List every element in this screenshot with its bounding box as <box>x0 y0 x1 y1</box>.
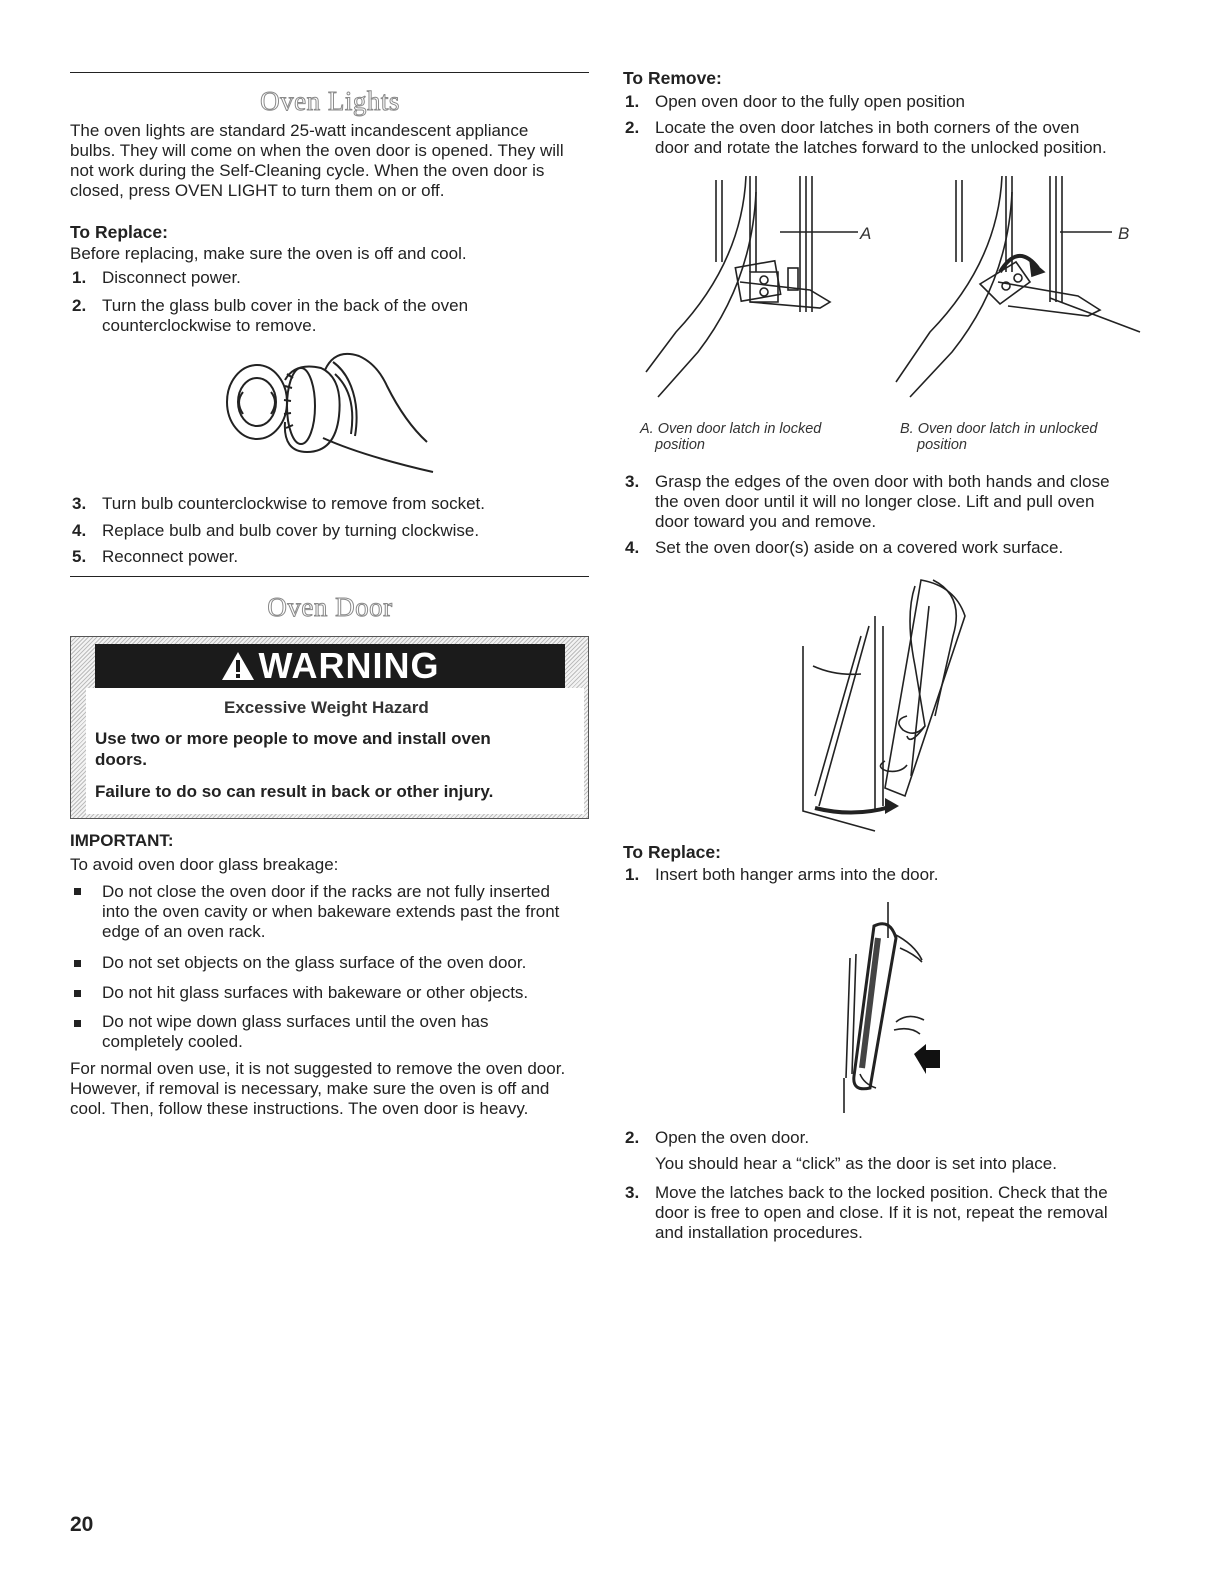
callout-a: A <box>860 224 872 243</box>
latch-unlocked-illustration <box>880 172 1145 407</box>
remove-step-2b: door and rotate the latches forward to the unlocked position. <box>655 138 1107 157</box>
replace-step-3a: Move the latches back to the locked position. Check that the <box>655 1183 1108 1202</box>
replace-step-2a: Open the oven door. <box>655 1128 810 1147</box>
warning-triangle-icon <box>221 650 255 682</box>
remove-step-num-3: 3. <box>625 472 640 491</box>
lights-replace-heading: To Replace: <box>70 222 168 242</box>
square-bullet-icon <box>74 1020 81 1027</box>
replace-step-3c: and installation procedures. <box>655 1223 863 1242</box>
oven-lights-title: Oven Lights <box>260 86 400 116</box>
important-heading: IMPORTANT: <box>70 831 174 850</box>
caption-a-1: A. Oven door latch in locked <box>640 421 822 437</box>
caption-b-2: position <box>917 437 967 453</box>
remove-step-num-1: 1. <box>625 92 640 111</box>
lights-step-num-1: 1. <box>72 268 87 287</box>
lights-step-2a: Turn the glass bulb cover in the back of the oven <box>102 296 469 315</box>
lights-replace-note: Before replacing, make sure the oven is off and cool. <box>70 244 467 263</box>
warning-hazard: Excessive Weight Hazard <box>224 698 429 717</box>
lights-step-num-4: 4. <box>72 521 87 540</box>
hanger-arm-illustration <box>830 898 950 1113</box>
bullet-2: Do not set objects on the glass surface of the oven door. <box>102 953 527 972</box>
closing-3: cool. Then, follow these instructions. The oven door is heavy. <box>70 1099 529 1118</box>
door-removal-illustration <box>765 576 985 831</box>
lights-step-4: Replace bulb and bulb cover by turning clockwise. <box>102 521 480 540</box>
replace-door-heading: To Replace: <box>623 842 721 862</box>
oven-lights-intro-3: not work during the Self-Cleaning cycle. When the oven door is <box>70 161 545 180</box>
oven-lights-intro-2: bulbs. They will come on when the oven door is opened. They will <box>70 141 564 160</box>
bullet-4b: completely cooled. <box>102 1032 243 1051</box>
remove-step-3a: Grasp the edges of the oven door with both hands and close <box>655 472 1110 491</box>
remove-step-num-4: 4. <box>625 538 640 557</box>
latch-locked-illustration <box>640 172 870 407</box>
replace-step-2b: You should hear a “click” as the door is set into place. <box>655 1154 1057 1173</box>
callout-b: B <box>1118 224 1130 243</box>
lights-step-num-2: 2. <box>72 296 87 315</box>
top-rule-left <box>70 72 589 73</box>
square-bullet-icon <box>74 888 81 895</box>
oven-lights-intro-4: closed, press OVEN LIGHT to turn them on or off. <box>70 181 445 200</box>
replace-step-num-1: 1. <box>625 865 640 884</box>
bullet-1c: edge of an oven rack. <box>102 922 266 941</box>
caption-b-1: B. Oven door latch in unlocked <box>900 421 1098 437</box>
closing-2: However, if removal is necessary, make sure the oven is off and <box>70 1079 550 1098</box>
important-intro: To avoid oven door glass breakage: <box>70 855 339 874</box>
replace-step-num-2: 2. <box>625 1128 640 1147</box>
square-bullet-icon <box>74 990 81 997</box>
lights-step-3: Turn bulb counterclockwise to remove from socket. <box>102 494 485 513</box>
remove-step-2a: Locate the oven door latches in both corners of the oven <box>655 118 1080 137</box>
lights-step-num-3: 3. <box>72 494 87 513</box>
lights-step-1: Disconnect power. <box>102 268 241 287</box>
replace-step-num-3: 3. <box>625 1183 640 1202</box>
remove-step-4: Set the oven door(s) aside on a covered work surface. <box>655 538 1064 557</box>
caption-a-2: position <box>655 437 705 453</box>
oven-lights-intro-1: The oven lights are standard 25-watt incandescent appliance <box>70 121 529 140</box>
bullet-1b: into the oven cavity or when bakeware extends past the front <box>102 902 560 921</box>
replace-step-3b: door is free to open and close. If it is not, repeat the removal <box>655 1203 1108 1222</box>
closing-1: For normal oven use, it is not suggested to remove the oven door. <box>70 1059 566 1078</box>
lights-step-5: Reconnect power. <box>102 547 239 566</box>
remove-step-num-2: 2. <box>625 118 640 137</box>
bullet-3: Do not hit glass surfaces with bakeware or other objects. <box>102 983 529 1002</box>
oven-door-rule <box>70 576 589 577</box>
lights-step-2b: counterclockwise to remove. <box>102 316 317 335</box>
warning-line-1a: Use two or more people to move and install oven <box>95 729 491 748</box>
square-bullet-icon <box>74 960 81 967</box>
lights-step-num-5: 5. <box>72 547 87 566</box>
warning-line-1b: doors. <box>95 750 147 769</box>
remove-step-1: Open oven door to the fully open position <box>655 92 965 111</box>
oven-door-title: Oven Door <box>267 592 393 622</box>
page-number: 20 <box>70 1513 94 1536</box>
warning-header <box>95 644 565 688</box>
remove-heading: To Remove: <box>623 68 722 88</box>
remove-step-3c: door toward you and remove. <box>655 512 877 531</box>
bulb-cover-illustration <box>215 340 445 480</box>
bullet-1a: Do not close the oven door if the racks are not fully inserted <box>102 882 550 901</box>
remove-step-3b: the oven door until it will no longer close. Lift and pull oven <box>655 492 1095 511</box>
bullet-4a: Do not wipe down glass surfaces until the oven has <box>102 1012 489 1031</box>
warning-label: WARNING <box>258 645 440 686</box>
replace-step-1: Insert both hanger arms into the door. <box>655 865 939 884</box>
warning-line-2: Failure to do so can result in back or other injury. <box>95 782 494 801</box>
